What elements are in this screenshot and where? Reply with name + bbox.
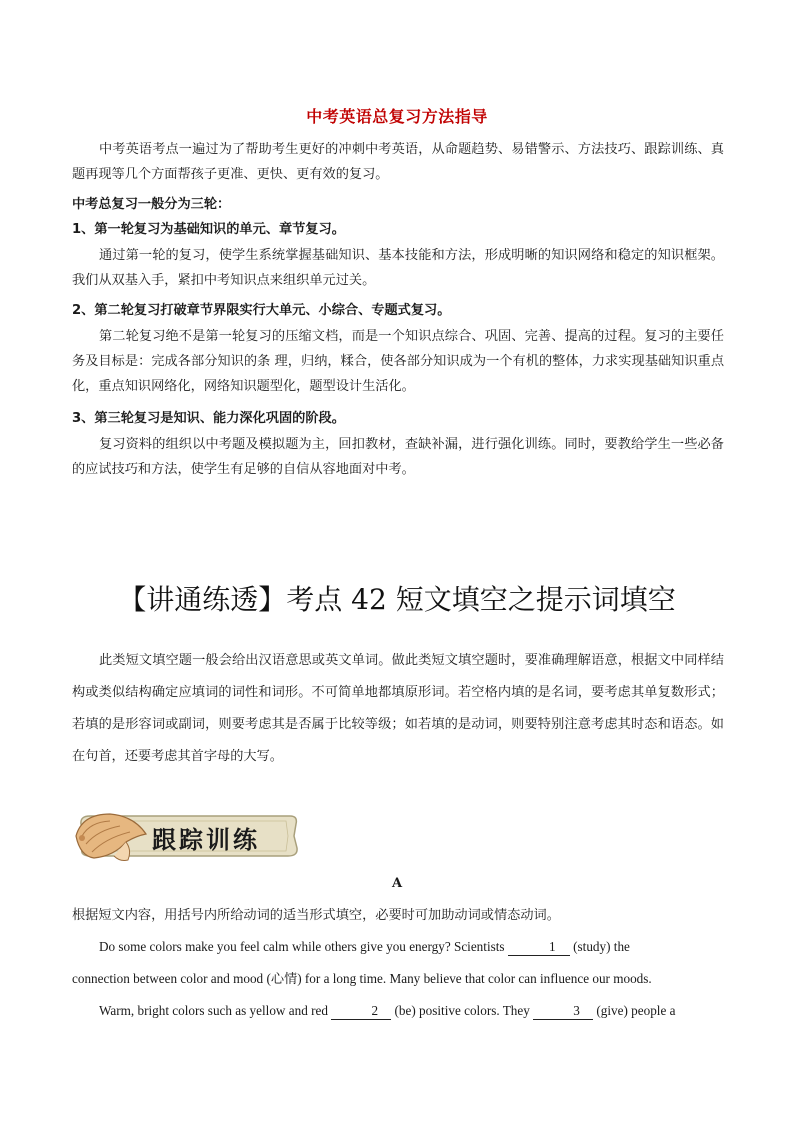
exercise-instruction: 根据短文内容，用括号内所给动词的适当形式填空，必要时可加助动词或情态动词。: [72, 908, 560, 923]
passage-text: (study) the: [569, 939, 630, 954]
round1-body: 通过第一轮的复习，使学生系统掌握基础知识、基本技能和方法，形成明晰的知识网络和稳定的知识框架。我们从双基入手，紧扣中考知识点来组织单元过关。: [72, 248, 724, 288]
conch-shell-icon: [70, 806, 152, 868]
passage-text: (be) positive colors. They: [391, 1003, 534, 1018]
round3-heading: 3、第三轮复习是知识、能力深化巩固的阶段。: [72, 411, 345, 426]
round1-heading: 1、第一轮复习为基础知识的单元、章节复习。: [72, 222, 345, 237]
page-title: 中考英语总复习方法指导: [306, 107, 488, 126]
passage-text: Do some colors make you feel calm while others give you energy? Scientists: [99, 939, 508, 954]
blank-3[interactable]: 3: [533, 1003, 593, 1020]
intro-paragraph: 中考英语考点一遍过为了帮助考生更好的冲刺中考英语，从命题趋势、易错警示、方法技巧、跟踪训练、真题再现等几个方面帮孩子更准、更快、更有效的复习。: [72, 142, 724, 182]
passage-line-2: connection between color and mood (心情) for a long time. Many believe that color can influence our moods.: [72, 971, 652, 986]
passage-text: Warm, bright colors such as yellow and red: [99, 1003, 332, 1018]
blank-2[interactable]: 2: [331, 1003, 391, 1020]
rounds-heading: 中考总复习一般分为三轮：: [72, 197, 231, 212]
passage-text: (give) people a: [593, 1003, 676, 1018]
section-letter: A: [391, 876, 403, 891]
blank-1[interactable]: 1: [508, 939, 570, 956]
round2-heading: 2、第二轮复习打破章节界限实行大单元、小综合、专题式复习。: [72, 303, 451, 318]
banner-label: 跟踪训练: [152, 825, 260, 854]
round3-body: 复习资料的组织以中考题及模拟题为主，回扣教材，查缺补漏，进行强化训练。同时，要教给学生一些必备的应试技巧和方法，使学生有足够的自信从容地面对中考。: [72, 437, 724, 477]
topic-heading: 【讲通练透】考点 42 短文填空之提示词填空: [118, 583, 676, 616]
passage-line-3: [72, 1001, 722, 1021]
passage-line-1: [72, 937, 722, 957]
round2-body: 第二轮复习绝不是第一轮复习的压缩文档，而是一个知识点综合、巩固、完善、提高的过程。复习的主要任务及目标是：完成各部分知识的条 理，归纳，糅合，使各部分知识成为一个有机的整体，力求实现基础知识重点化，重点知识网络化，网络知识题型化，题型设计生活化。: [72, 329, 724, 394]
topic-body: 此类短文填空题一般会给出汉语意思或英文单词。做此类短文填空题时，要准确理解语意，根据文中同样结构或类似结构确定应填词的词性和词形。不可简单地都填原形词。若空格内填的是名词，要考虑其单复数形式；若填的是形容词或副词，则要考虑其是否属于比较等级；如若填的是动词，则要特别注意考虑其时态和语态。如在句首，还要考虑其首字母的大写。: [72, 653, 724, 764]
practice-banner: [72, 808, 304, 864]
